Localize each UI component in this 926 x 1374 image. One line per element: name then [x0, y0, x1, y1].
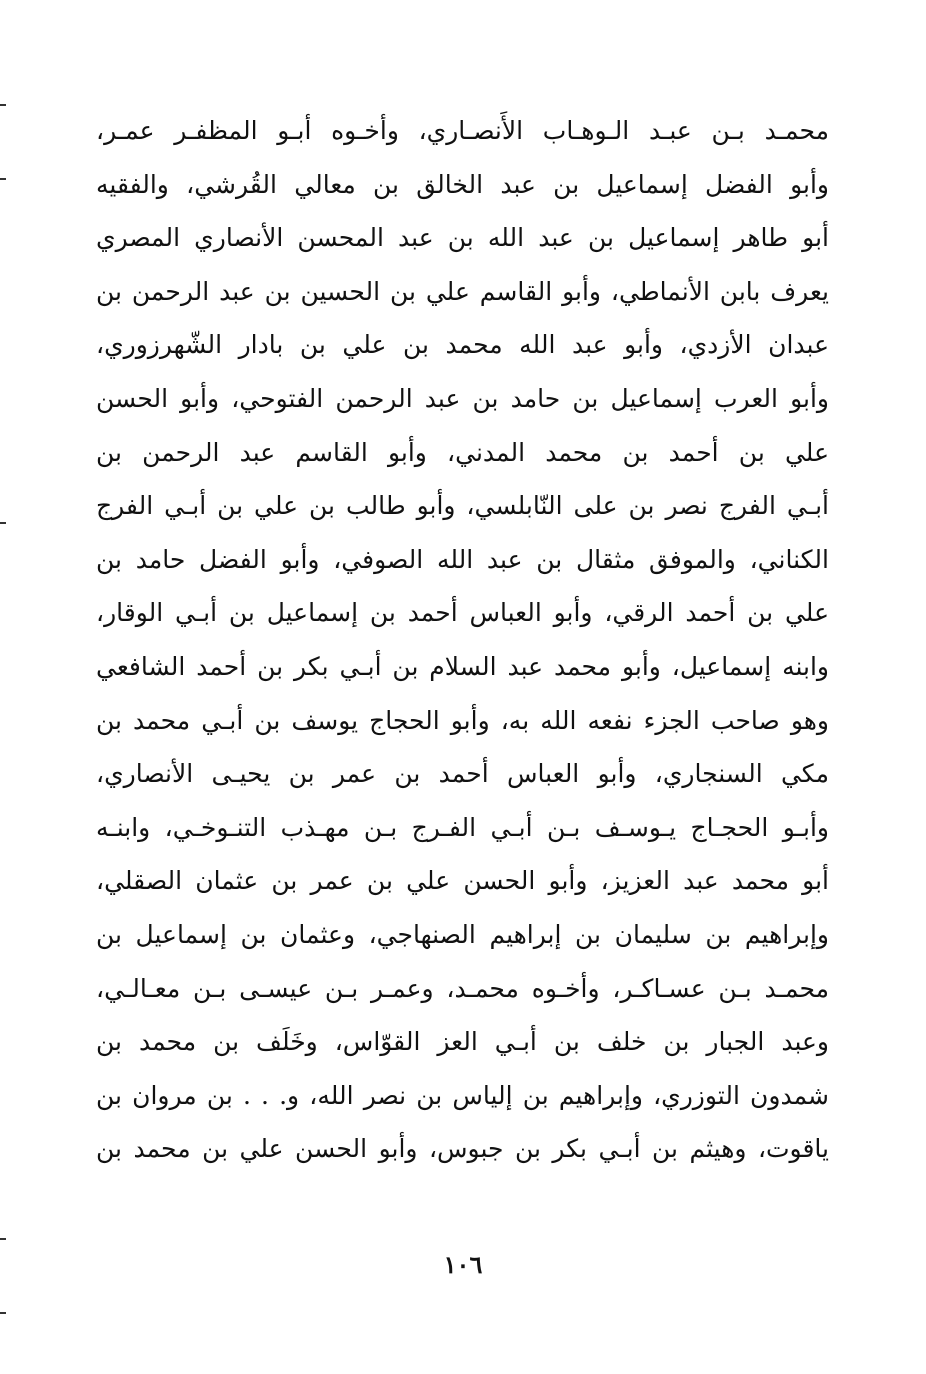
scan-edge-mark: [0, 1238, 6, 1240]
scan-edge-mark: [0, 178, 6, 180]
scan-edge-mark: [0, 1312, 6, 1314]
text-line-17: محمـد بـن عسـاكـر، وأخـوه محمـد، وعمـر بـن عيسـى بـن معـالـي،: [96, 973, 829, 1003]
text-line-12: وهو صاحب الجزء نفعه الله به، وأبو الحجاج يوسف بن أبـي محمد بن: [96, 705, 829, 735]
text-line-13: مكي السنجاري، وأبو العباس أحمد بن عمر بن يحيـى الأنصاري،: [96, 759, 829, 789]
text-line-19: شمدون التوزري، وإبراهيم بن إلياس بن نصر الله، و. . . بن مروان بن: [96, 1080, 829, 1110]
text-line-15: أبو محمد عبد العزيز، وأبو الحسن علي بن عمر بن عثمان الصقلي،: [96, 866, 829, 896]
text-line-6: وأبو العرب إسماعيل بن حامد بن عبد الرحمن الفتوحي، وأبو الحسن: [96, 383, 829, 413]
text-line-10: علي بن أحمد الرقي، وأبو العباس أحمد بن إسماعيل بن أبـي الوقار،: [96, 598, 829, 628]
text-line-14: وأبـو الحجـاج يـوسـف بـن أبـي الفـرج بـن مهـذب التنـوخـي، وابنـه: [96, 812, 829, 842]
scan-edge-mark: [0, 104, 6, 106]
page-number: ١٠٦: [443, 1250, 483, 1279]
text-line-11: وابنه إسماعيل، وأبو محمد عبد السلام بن أبـي بكر بن أحمد الشافعي: [96, 651, 829, 681]
text-line-3: أبو طاهر إسماعيل بن عبد الله بن عبد المحسن الأنصاري المصري: [96, 223, 829, 253]
text-line-4: يعرف بابن الأنماطي، وأبو القاسم علي بن الحسين بن عبد الرحمن بن: [96, 276, 829, 306]
text-line-5: عبدان الأزدي، وأبو عبد الله محمد بن علي بن بادار الشّهرزوري،: [96, 330, 829, 360]
text-line-8: أبـي الفرج نصر بن على النّابلسي، وأبو طالب بن علي بن أبـي الفرج: [96, 491, 829, 521]
scan-edge-mark: [0, 522, 6, 524]
text-line-7: علي بن أحمد بن محمد المدني، وأبو القاسم عبد الرحمن بن: [96, 437, 829, 467]
text-line-9: الكناني، والموفق مثقال بن عبد الله الصوفي، وأبو الفضل حامد بن: [96, 544, 829, 574]
text-line-2: وأبو الفضل إسماعيل بن عبد الخالق بن معالي القُرشي، والفقيه: [96, 169, 829, 199]
text-line-20: ياقوت، وهيثم بن أبـي بكر بن جبوس، وأبو الحسن علي بن محمد بن: [96, 1134, 829, 1164]
text-line-16: وإبراهيم بن سليمان بن إبراهيم الصنهاجي، وعثمان بن إسماعيل بن: [96, 919, 829, 949]
text-line-1: محمـد بـن عبـد الـوهـاب الأَنصـاري، وأخـوه أبـو المظفـر عمـر،: [96, 116, 829, 145]
body-text: [96, 104, 829, 1176]
text-line-18: وعبد الجبار بن خلف بن أبـي العز القوّاس، وخَلَف بن محمد بن: [96, 1027, 829, 1057]
